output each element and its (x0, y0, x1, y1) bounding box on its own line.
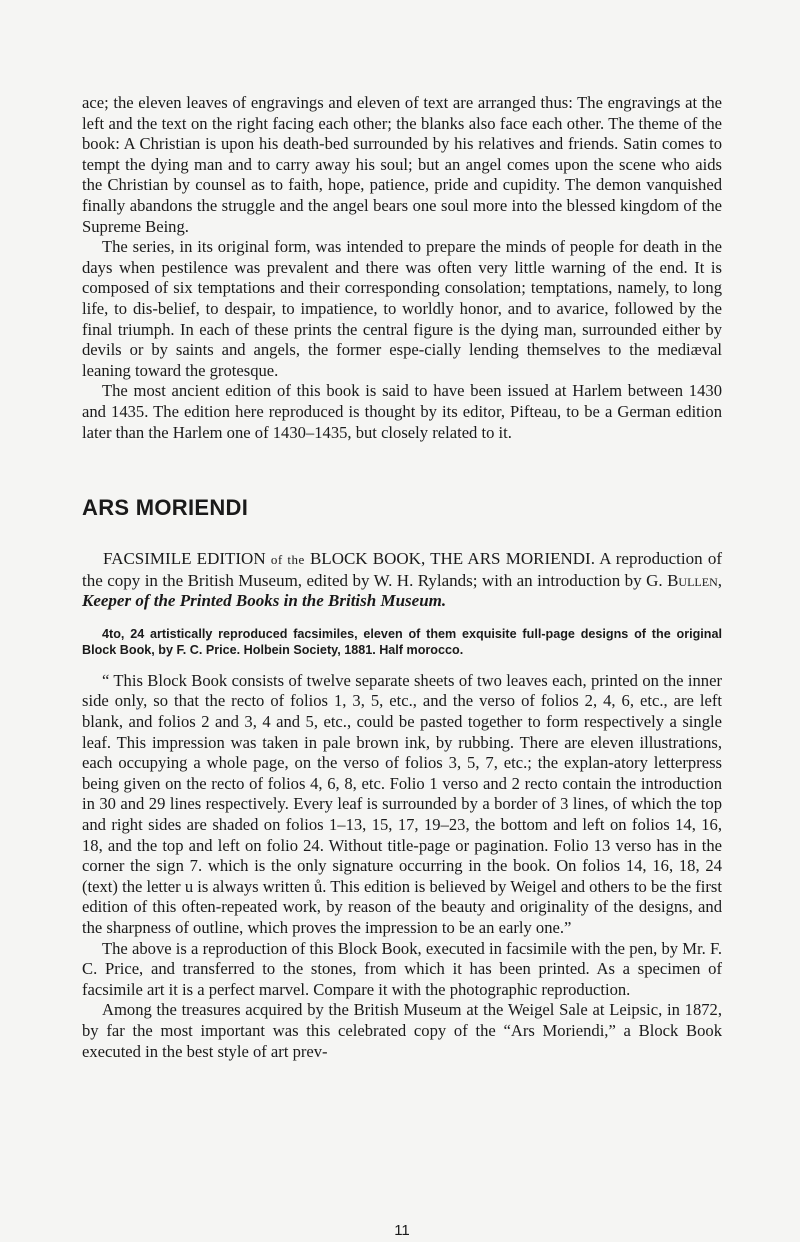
entry-of-the: of the (270, 552, 305, 568)
catalog-note: 4to, 24 artistically reproduced facsimiles, eleven of them exquisite full-page designs of the original Block Book, by F. C. Price. Holbein Society, 1881. Half morocco. (82, 626, 722, 657)
intro-paragraph-1: ace; the eleven leaves of engravings and eleven of text are arranged thus: The engravings at the left and the text on the right facing each other; the blanks also face each other. The theme of the book: A Christian is upon his death-bed surrounded by his relatives and friends. Satin comes to tempt the dying man and to carry away his soul; but an angel comes upon the scene who aids the Christian by counsel as to faith, hope, patience, pride and cupidity. The demon vanquished finally abandons the struggle and the angel bears one soul more into the blessed kingdom of the Supreme Being. (82, 93, 722, 236)
quote-paragraph: “ This Block Book consists of twelve separate sheets of two leaves each, printed on the inner side only, so that the recto of folios 1, 3, 5, etc., and the verso of folios 2, 4, 6, etc., are left blank, and folios 2 and 3, 4 and 5, etc., could be pasted together to form respectively a single leaf. This impression was taken in pale brown ink, by rubbing. There are eleven illustrations, each occupying a whole page, on the verso of folios 3, 5, 7, etc.; the explan-atory letterpress being given on the recto of folios 4, 6, 8, etc. Folio 1 verso and 2 recto contain the introduction in 30 and 29 lines respectively. Every leaf is surrounded by a border of 3 lines, of which the top and right sides are shaded on folios 1–13, 15, 17, 19–23, the bottom and left on folios 14, 16, 18, and the top and left on folio 24. Without title-page or pagination. Folio 13 verso has in the corner the sign 7. which is the only signature occurring in the book. On folios 14, 16, 18, 24 (text) the letter u is always written ů. This edition is believed by Weigel and others to be the first edition of this often-repeated work, by reason of the beauty and originality of the designs, and the sharpness of outline, which proves the impression to be an early one.” (82, 670, 722, 937)
entry-title-part2: BLOCK BOOK, THE ARS MORIENDI. A reproduction of the copy in the British Museum, edited by W. H. Rylands; with an introduction by G. (82, 549, 722, 590)
page-number: 11 (394, 1222, 410, 1239)
commentary-paragraph-2: Among the treasures acquired by the British Museum at the Weigel Sale at Leipsic, in 1872, by far the most important was this celebrated copy of the “Ars Moriendi,” a Block Book executed in the best style of art prev- (82, 1000, 722, 1061)
entry-keeper: Keeper of the Printed Books in the British Museum. (82, 591, 447, 611)
commentary-paragraph-1: The above is a reproduction of this Block Book, executed in facsimile with the pen, by Mr. F. C. Price, and transferred to the stones, from which it has been printed. As a specimen of facsimile art it is a perfect marvel. Compare it with the photographic reproduction. (82, 938, 722, 999)
intro-paragraph-2: The series, in its original form, was intended to prepare the minds of people for death in the days when pestilence was prevalent and there was often very little warning of the end. It is composed of six temptations and their corresponding consolation; temptations, namely, to long life, to dis-belief, to despair, to impatience, to worldly honor, and to avarice, followed by the final triumph. In each of these prints the central figure is the dying man, surrounded either by devils or by saints and angels, the former espe-cially lending themselves to the mediæval leaning toward the grotesque. (82, 237, 722, 380)
intro-paragraph-3: The most ancient edition of this book is said to have been issued at Harlem between 1430 and 1435. The edition here reproduced is thought by its editor, Pifteau, to be a German edition later than the Harlem one of 1430–1435, but closely related to it. (82, 381, 722, 442)
entry-title-part1: FACSIMILE EDITION (103, 549, 266, 569)
document-page (82, 93, 723, 1239)
quote-block (82, 671, 722, 1062)
section-heading: ARS MORIENDI (82, 495, 249, 521)
entry-bullen: Bullen, (667, 570, 723, 590)
catalog-entry (82, 549, 722, 612)
